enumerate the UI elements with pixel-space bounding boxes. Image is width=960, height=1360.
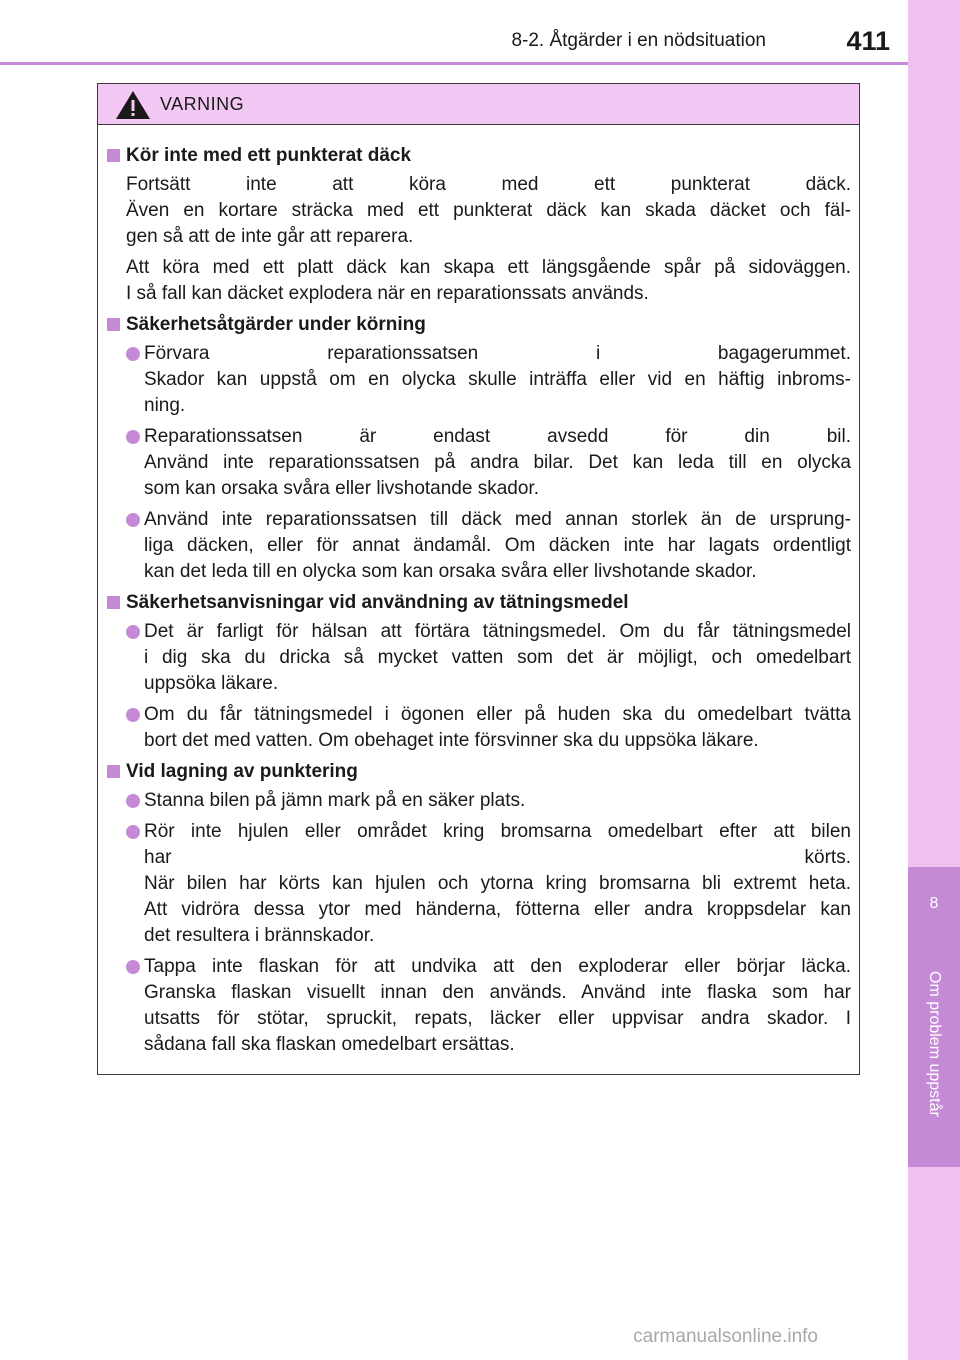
text-line: Att vidröra dessa ytor med händerna, fötterna eller andra kroppsdelar kan [144,899,851,920]
bullet-item [106,619,851,697]
text-line: Reparationssatsen är endast avsedd för din bil. [144,426,851,447]
bullet-item [106,819,851,949]
section-heading [106,590,851,616]
text-line: Stanna bilen på jämn mark på en säker plats. [144,790,526,811]
text-line: Granska flaskan visuellt innan den används. Använd inte flaska som har [144,982,851,1003]
bullet-item [106,788,851,814]
circle-bullet-icon [126,513,140,527]
paragraph [106,255,851,307]
bullet-item [106,954,851,1058]
warning-body [98,125,859,1058]
chapter-title: Om problem uppstår [926,971,943,1117]
circle-bullet-icon [126,794,140,808]
text-line: har körts. [144,847,851,868]
section-heading-text: Kör inte med ett punkterat däck [126,145,412,166]
text-line: utsatts för stötar, spruckit, repats, läcker eller uppvisar andra skador. I [144,1008,851,1029]
warning-label: VARNING [160,94,245,114]
warning-header [98,84,859,125]
text-line: bort det med vatten. Om obehaget inte försvinner ska du uppsöka läkare. [144,730,759,751]
text-line: Använd inte reparationssatsen på andra bilar. Det kan leda till en olycka [144,452,851,473]
text-line: När bilen har körts kan hjulen och ytorna kring bromsarna bli extremt heta. [144,873,851,894]
warning-triangle-icon [115,90,151,125]
warning-box [97,83,860,1075]
text-line: I så fall kan däcket explodera när en reparationssats används. [126,283,649,304]
square-bullet-icon [107,149,120,162]
section-heading [106,759,851,785]
text-line: Om du får tätningsmedel i ögonen eller på huden ska du omedelbart tvätta [144,704,851,725]
text-line: Även en kortare sträcka med ett punkterat däck kan skada däcket och fäl- [126,200,851,221]
watermark: carmanualsonline.info [633,1326,818,1347]
text-line: Fortsätt inte att köra med ett punkterat däck. [126,174,851,195]
bullet-item [106,702,851,754]
circle-bullet-icon [126,825,140,839]
section-heading [106,143,851,169]
text-line: Rör inte hjulen eller området kring bromsarna omedelbart efter att bilen [144,821,851,842]
circle-bullet-icon [126,708,140,722]
section-heading-text: Säkerhetsanvisningar vid användning av tätningsmedel [126,592,629,613]
text-line: i dig ska du dricka så mycket vatten som det är möjligt, och omedelbart [144,647,851,668]
text-line: uppsöka läkare. [144,673,279,694]
section-heading-text: Säkerhetsåtgärder under körning [126,314,426,335]
bullet-item [106,341,851,419]
text-line: Det är farligt för hälsan att förtära tätningsmedel. Om du får tätningsmedel [144,621,851,642]
square-bullet-icon [107,765,120,778]
circle-bullet-icon [126,625,140,639]
paragraph [106,172,851,250]
circle-bullet-icon [126,960,140,974]
chapter-tab [908,867,960,1167]
section-title: 8-2. Åtgärder i en nödsituation [511,30,766,51]
header-divider [0,62,908,65]
square-bullet-icon [107,596,120,609]
bullet-item [106,507,851,585]
text-line: Tappa inte flaskan för att undvika att den exploderar eller börjar läcka. [144,956,851,977]
text-line: ning. [144,395,186,416]
bullet-item [106,424,851,502]
section-heading-text: Vid lagning av punktering [126,761,358,782]
circle-bullet-icon [126,430,140,444]
circle-bullet-icon [126,347,140,361]
chapter-number: 8 [929,895,939,912]
page-number: 411 [846,26,890,56]
text-line: Förvara reparationssatsen i bagagerummet. [144,343,851,364]
section-heading [106,312,851,338]
square-bullet-icon [107,318,120,331]
text-line: Skador kan uppstå om en olycka skulle inträffa eller vid en häftig inbroms- [144,369,851,390]
text-line: som kan orsaka svåra eller livshotande skador. [144,478,539,499]
page-header [0,0,908,62]
text-line: gen så att de inte går att reparera. [126,226,414,247]
text-line: Att köra med ett platt däck kan skapa ett längsgående spår på sidoväggen. [126,257,851,278]
text-line: liga däcken, eller för annat ändamål. Om däcken inte har lagats ordentligt [144,535,851,556]
text-line: sådana fall ska flaskan omedelbart ersättas. [144,1034,515,1055]
text-line: Använd inte reparationssatsen till däck med annan storlek än de ursprung- [144,509,851,530]
text-line: det resultera i brännskador. [144,925,375,946]
text-line: kan det leda till en olycka som kan orsaka svåra eller livshotande skador. [144,561,757,582]
